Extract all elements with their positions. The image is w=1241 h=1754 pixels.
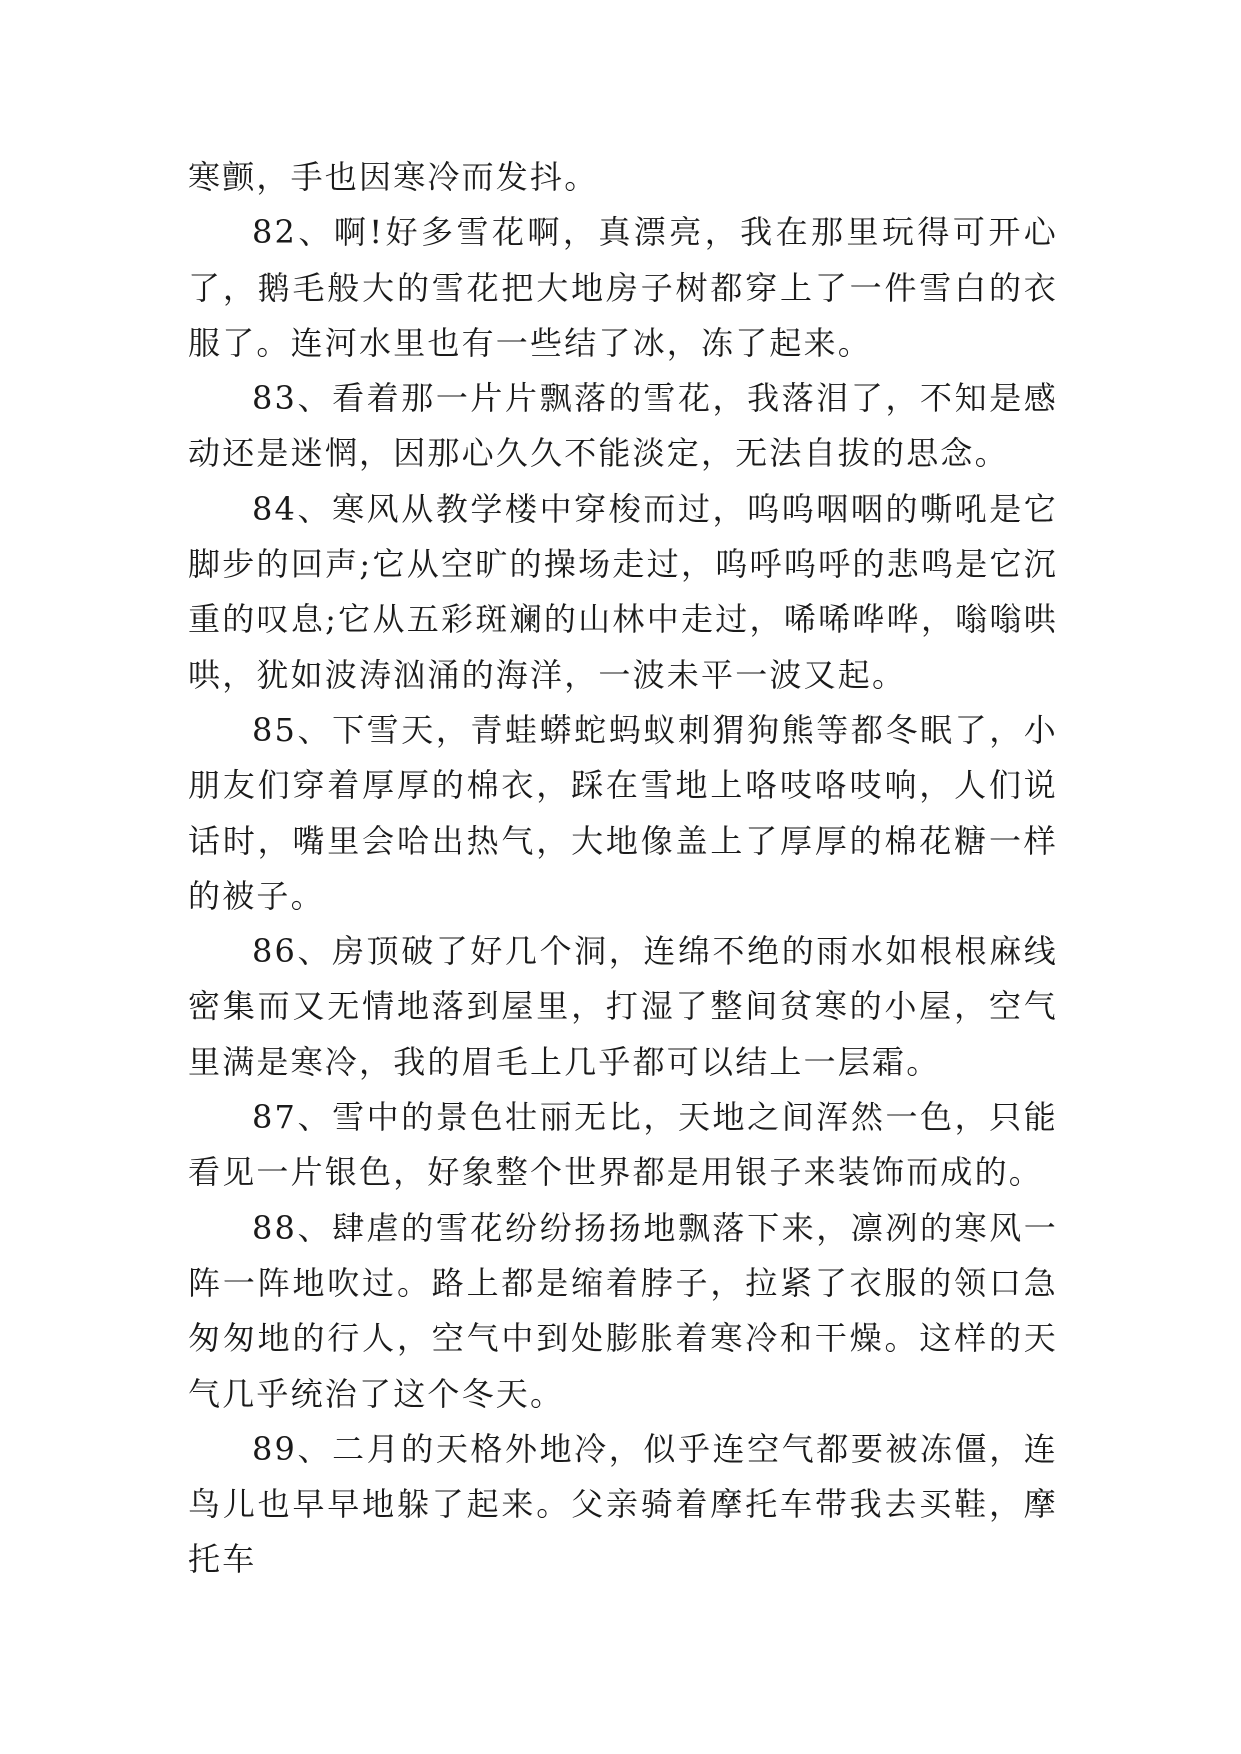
paragraph-84: 84、寒风从教学楼中穿梭而过，呜呜咽咽的嘶吼是它脚步的回声;它从空旷的操场走过，呜呼呜呼的悲鸣是它沉重的叹息;它从五彩斑斓的山林中走过，唏唏哗哗，嗡嗡哄哄，犹如波涛汹涌的海洋，一波未平一波又起。	[188, 489, 1058, 694]
paragraph-88: 88、肆虐的雪花纷纷扬扬地飘落下来，凛冽的寒风一阵一阵地吹过。路上都是缩着脖子，拉紧了衣服的领口急匆匆地的行人，空气中到处膨胀着寒冷和干燥。这样的天气几乎统治了这个冬天。	[188, 1208, 1058, 1413]
paragraph-87: 87、雪中的景色壮丽无比，天地之间浑然一色，只能看见一片银色，好象整个世界都是用银子来装饰而成的。	[188, 1098, 1058, 1192]
paragraph-83: 83、看着那一片片飘落的雪花，我落泪了，不知是感动还是迷惘，因那心久久不能淡定，无法自拔的思念。	[188, 379, 1058, 473]
body-text	[188, 150, 1058, 1588]
paragraph-85: 85、下雪天，青蛙蟒蛇蚂蚁刺猬狗熊等都冬眠了，小朋友们穿着厚厚的棉衣，踩在雪地上咯吱咯吱响，人们说话时，嘴里会哈出热气，大地像盖上了厚厚的棉花糖一样的被子。	[188, 710, 1058, 915]
paragraph-continuation: 寒颤，手也因寒冷而发抖。	[188, 158, 599, 196]
paragraph-89: 89、二月的天格外地冷，似乎连空气都要被冻僵，连鸟儿也早早地躲了起来。父亲骑着摩托车带我去买鞋，摩托车	[188, 1429, 1058, 1579]
paragraph-86: 86、房顶破了好几个洞，连绵不绝的雨水如根根麻线密集而又无情地落到屋里，打湿了整间贫寒的小屋，空气里满是寒冷，我的眉毛上几乎都可以结上一层霜。	[188, 932, 1058, 1081]
paragraph-82: 82、啊!好多雪花啊，真漂亮，我在那里玩得可开心了，鹅毛般大的雪花把大地房子树都穿上了一件雪白的衣服了。连河水里也有一些结了冰，冻了起来。	[188, 213, 1058, 362]
